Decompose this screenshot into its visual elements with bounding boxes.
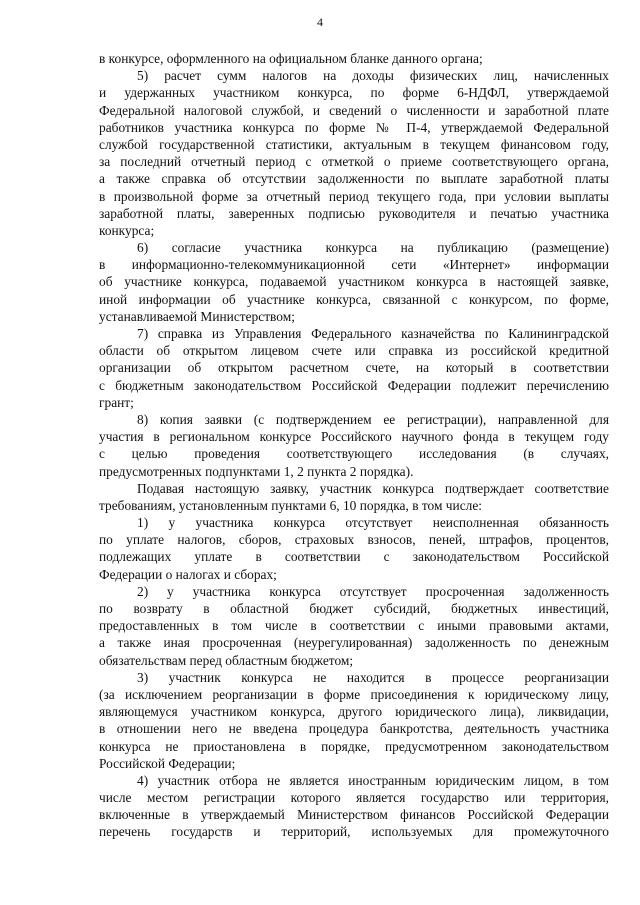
text-line: а также иная просроченная (неурегулированная) задолженность по денежным — [99, 635, 609, 651]
text-line: 4) участник отбора не является иностранным юридическим лицом, в том — [137, 772, 609, 788]
text-line: в конкурсе, оформленного на официальном бланке данного органа; — [99, 51, 483, 66]
text-line: требованиям, установленным пунктами 6, 10 порядка, в том числе: — [99, 497, 482, 513]
text-line: 3) участник конкурса не находится в процессе реорганизации — [137, 669, 609, 685]
text-line: с целью проведения соответствующего исследования (в случаях, — [99, 446, 609, 462]
text-line: (за исключением реорганизации в форме присоединения к юридическому лицу, — [99, 686, 609, 702]
text-line: заработной платы, заверенных подписью руководителя и печатью участника — [99, 205, 609, 221]
text-line: Подавая настоящую заявку, участник конкурса подтверждает соответствие — [137, 480, 609, 496]
text-line: 1) у участника конкурса отсутствует неисполненная обязанность — [137, 515, 609, 531]
text-line: области об открытом лицевом счете или справка из российской кредитной — [99, 343, 609, 359]
text-line: по уплате налогов, сборов, страховых взносов, пеней, штрафов, процентов, — [99, 532, 609, 548]
text-line: включенные в утверждаемый Министерством финансов Российской Федерации — [99, 807, 609, 823]
text-line: подлежащих уплате в соответствии с законодательством Российской — [99, 549, 609, 565]
text-line: предоставленных в том числе в соответствии с иными правовыми актами, — [99, 618, 609, 634]
text-line: Федеральной налоговой службой, и сведений о численности и заработной плате — [99, 102, 609, 118]
text-line: 7) справка из Управления Федерального казначейства по Калининградской — [137, 326, 609, 341]
text-line: являющемуся участником конкурса, другого юридического лица), ликвидации, — [99, 704, 609, 720]
text-line: конкурса; — [99, 222, 155, 238]
text-line: 6) согласие участника конкурса на публикацию (размещение) — [137, 240, 609, 256]
text-line: Российской Федерации; — [99, 755, 236, 771]
text-line: службой государственной статистики, актуальным в текущем финансовом году, — [99, 136, 609, 152]
text-line: числе местом регистрации которого является государство или территория, — [99, 790, 609, 806]
text-line: работников участника конкурса по форме № П-4, утверждаемой Федеральной — [99, 119, 609, 135]
text-line: грант; — [99, 394, 134, 410]
text-line: об участнике конкурса, подаваемой участником конкурса в настоящей заявке, — [99, 274, 609, 290]
text-line: за последний отчетный период с отметкой о приеме соответствующего органа, — [99, 154, 609, 170]
text-line: в информационно-телекоммуникационной сети «Интернет» информации — [99, 257, 609, 273]
text-line: в произвольной форме за отчетный период текущего года, при условии выплаты — [99, 188, 609, 204]
text-line: в отношении него не введена процедура банкротства, деятельность участника — [99, 721, 609, 737]
document-body — [99, 50, 609, 841]
text-line: по возврату в областной бюджет субсидий, бюджетных инвестиций, — [99, 601, 609, 616]
text-line: организации об открытом расчетном счете, на который в соответствии — [99, 360, 609, 376]
text-line: иной информации об участнике конкурса, связанной с конкурсом, по форме, — [99, 291, 609, 307]
text-line: устанавливаемой Министерством; — [99, 308, 295, 324]
page-number: 4 — [317, 15, 323, 29]
text-line: 2) у участника конкурса отсутствует просроченная задолженность — [137, 583, 609, 599]
text-line: с бюджетным законодательством Российской Федерации подлежит перечислению — [99, 377, 609, 393]
text-line: конкурса не приостановлена в порядке, предусмотренном законодательством — [99, 738, 609, 754]
text-line: а также справка об отсутствии задолженности по выплате заработной платы — [99, 171, 609, 187]
text-line: и удержанных участником конкурса, по форме 6-НДФЛ, утверждаемой — [99, 85, 609, 101]
text-line: предусмотренных подпунктами 1, 2 пункта 2 порядка). — [99, 463, 414, 479]
text-line: обязательствам перед областным бюджетом; — [99, 652, 354, 668]
text-line: участия в региональном конкурсе Российского научного фонда в текущем году — [99, 429, 609, 445]
text-line: 8) копия заявки (с подтверждением ее регистрации), направленной для — [137, 411, 609, 427]
text-line: Федерации о налогах и сборах; — [99, 566, 277, 582]
text-line: 5) расчет сумм налогов на доходы физических лиц, начисленных — [137, 68, 609, 84]
text-line: перечень государств и территорий, используемых для промежуточного — [99, 824, 609, 840]
